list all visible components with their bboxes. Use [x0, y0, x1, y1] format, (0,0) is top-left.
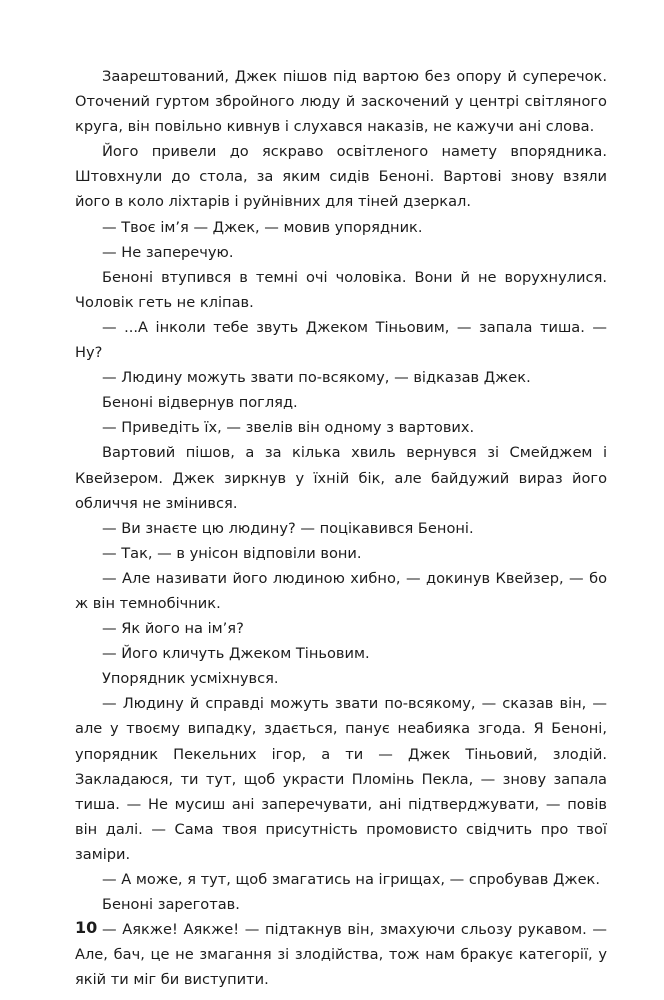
paragraph: — Твоє ім’я — Джек, — мовив упорядник. — [102, 218, 423, 236]
paragraph: — Людину можуть звати по-всякому, — відказав Джек. — [102, 369, 531, 387]
paragraph: Беноні відвернув погляд. — [102, 394, 298, 412]
paragraph: Заарештований, Джек пішов під вартою без опору й суперечок. Оточений гуртом збройного люду й заскочений у центрі світляного круга, він повільно кивнув і слухався наказів, не кажучи ані слова. — [75, 68, 607, 136]
body-text — [75, 64, 607, 992]
paragraph: Беноні втупився в темні очі чоловіка. Вони й не ворухнулися. Чоловік геть не кліпав. — [75, 268, 607, 311]
paragraph: — Ви знаєте цю людину? — поцікавився Беноні. — [102, 519, 474, 537]
paragraph: — Не заперечую. — [102, 243, 234, 261]
paragraph: — Як його на ім’я? — [102, 620, 244, 638]
paragraph: Його привели до яскраво освітленого намету впорядника. Штовхнули до стола, за яким сидів Беноні. Вартові знову взяли його в коло ліхтарів і руйнівних для тіней дзеркал. — [75, 143, 607, 211]
paragraph: — ...А інколи тебе звуть Джеком Тіньовим, — запала тиша. — Ну? — [75, 318, 607, 362]
paragraph: — Його кличуть Джеком Тіньовим. — [102, 645, 370, 663]
paragraph: — Приведіть їх, — звелів він одному з вартових. — [102, 419, 475, 437]
paragraph: — Так, — в унісон відповіли вони. — [102, 544, 362, 562]
paragraph: Вартовий пішов, а за кілька хвиль вернувся зі Смейджем і Квейзером. Джек зиркнув у їхній бік, але байдужий вираз його обличчя не змінився. — [75, 444, 607, 512]
paragraph: — Аякже! Аякже! — підтакнув він, змахуючи сльозу рукавом. — Але, бач, це не змагання зі злодійства, тож нам бракує категорії, у якій ти міг би виступити. — [75, 921, 607, 989]
paragraph: Упорядник усміхнувся. — [102, 670, 279, 688]
paragraph: — А може, я тут, щоб змагатись на ігрищах, — спробував Джек. — [102, 871, 601, 888]
page-number: 10 — [75, 918, 98, 937]
paragraph: Беноні зареготав. — [102, 896, 240, 914]
paragraph: — Але називати його людиною хибно, — докинув Квейзер, — бо ж він темнобічник. — [75, 569, 607, 612]
paragraph: — Людину й справді можуть звати по-всякому, — сказав він, — але у твоєму випадку, здається, панує неабияка згода. Я Беноні, упорядник Пекельних ігор, а ти — Джек Тіньовий, злодій. Закладаюся, ти тут, щоб украсти Пломінь Пекла, — знову запала тиша. — Не мусиш ані заперечувати, ані підтверджувати, — повів він далі. — Сама твоя присутність промовисто свідчить про твої заміри. — [75, 695, 607, 863]
